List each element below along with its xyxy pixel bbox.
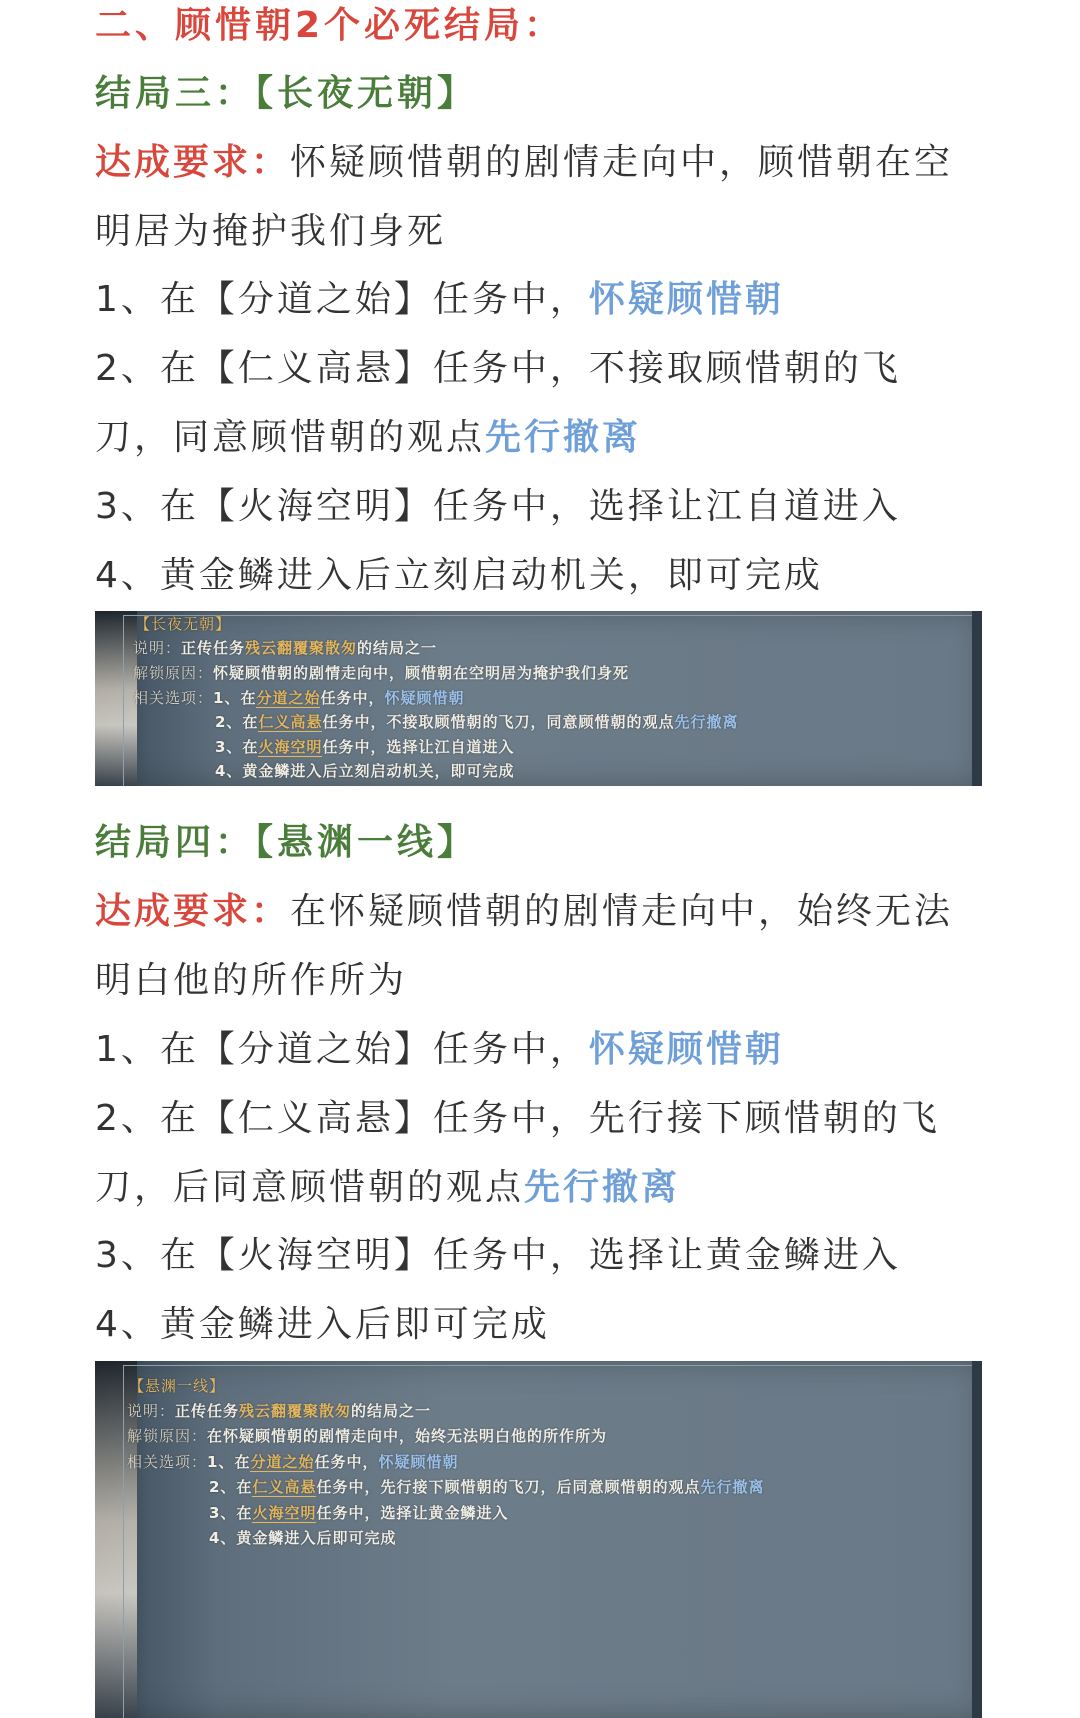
ending3-requirement (95, 137, 995, 189)
shot-title: 【长夜无朝】 (135, 615, 232, 633)
ending4-step-1 (95, 1024, 995, 1076)
ending4-step-2-cont (95, 1162, 995, 1214)
shot-title: 【悬渊一线】 (129, 1377, 226, 1395)
step-highlight: 怀疑顾惜朝 (588, 1029, 784, 1070)
shot-option-4: 4、黄金鳞进入后即可完成 (209, 1529, 397, 1547)
shot-option-2: 2、在仁义高悬任务中，不接取顾惜朝的飞刀，同意顾惜朝的观点先行撤离 (215, 713, 739, 731)
ending4-step-4: 4、黄金鳞进入后即可完成 (95, 1304, 550, 1345)
requirement-text: 怀疑顾惜朝的剧情走向中，顾惜朝在空 (290, 142, 954, 183)
section-heading: 二、顾惜朝2个必死结局： (95, 5, 565, 46)
ending4-step-2: 2、在【仁义高悬】任务中，先行接下顾惜朝的飞 (95, 1098, 940, 1139)
step-text: 1、在【分道之始】任务中， (95, 1029, 589, 1070)
ending4-requirement-cont: 明白他的所作所为 (95, 960, 408, 1001)
ending3-step-2-cont (95, 412, 995, 464)
ending3-step-3: 3、在【火海空明】任务中，选择让江自道进入 (95, 486, 901, 527)
shot-option-1: 相关选项：1、在分道之始任务中，怀疑顾惜朝 (127, 1453, 459, 1471)
requirement-label: 达成要求： (95, 891, 291, 932)
shot-option-4: 4、黄金鳞进入后立刻启动机关，即可完成 (215, 762, 515, 780)
step-highlight: 怀疑顾惜朝 (588, 279, 784, 320)
step-text: 1、在【分道之始】任务中， (95, 279, 589, 320)
ending3-heading: 结局三：【长夜无朝】 (95, 73, 478, 114)
step-highlight: 先行撤离 (485, 417, 642, 458)
ending3-requirement-cont: 明居为掩护我们身死 (95, 211, 447, 252)
shot-option-3: 3、在火海空明任务中，选择让江自道进入 (215, 738, 515, 756)
step-text: 刀，后同意顾惜朝的观点 (95, 1167, 525, 1208)
shot-unlock-reason: 解锁原因：怀疑顾惜朝的剧情走向中，顾惜朝在空明居为掩护我们身死 (133, 664, 630, 682)
shot-unlock-reason: 解锁原因：在怀疑顾惜朝的剧情走向中，始终无法明白他的所作所为 (127, 1427, 608, 1445)
ending3-step-1 (95, 274, 995, 326)
ending4-requirement (95, 886, 995, 938)
shot-option-2: 2、在仁义高悬任务中，先行接下顾惜朝的飞刀，后同意顾惜朝的观点先行撤离 (209, 1478, 765, 1496)
ending4-step-3: 3、在【火海空明】任务中，选择让黄金鳞进入 (95, 1235, 901, 1276)
shot-option-1: 相关选项：1、在分道之始任务中，怀疑顾惜朝 (133, 689, 465, 707)
requirement-label: 达成要求： (95, 142, 291, 183)
ending4-game-screenshot (95, 1361, 982, 1718)
step-highlight: 先行撤离 (524, 1167, 681, 1208)
ending3-step-2: 2、在【仁义高悬】任务中，不接取顾惜朝的飞 (95, 348, 901, 389)
shot-option-3: 3、在火海空明任务中，选择让黄金鳞进入 (209, 1504, 509, 1522)
step-text: 刀，同意顾惜朝的观点 (95, 417, 486, 458)
ending4-heading: 结局四：【悬渊一线】 (95, 822, 478, 863)
ending3-game-screenshot (95, 611, 982, 786)
requirement-text: 在怀疑顾惜朝的剧情走向中，始终无法 (290, 891, 954, 932)
shot-description: 说明：正传任务残云翻覆聚散匆的结局之一 (133, 639, 438, 657)
ending3-step-4: 4、黄金鳞进入后立刻启动机关，即可完成 (95, 555, 823, 596)
shot-description: 说明：正传任务残云翻覆聚散匆的结局之一 (127, 1402, 432, 1420)
